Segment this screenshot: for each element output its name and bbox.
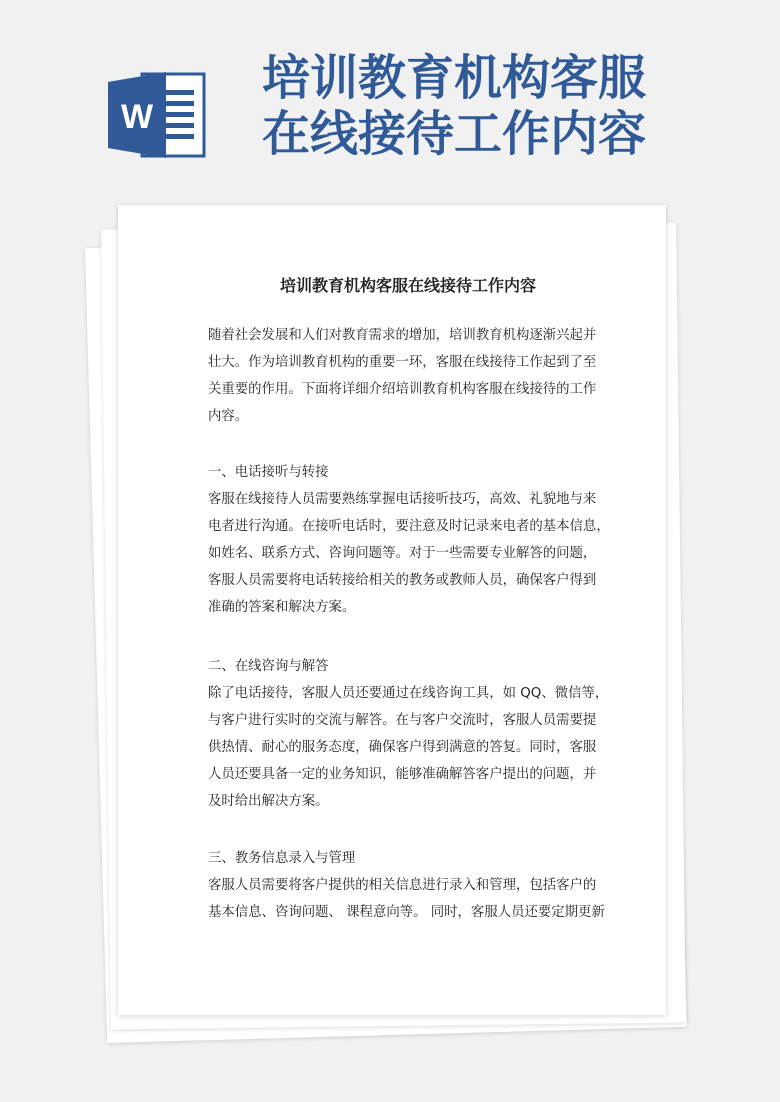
section-paragraph-3: [208, 872, 610, 926]
paragraph-line: 除了电话接待，客服人员还要通过在线咨询工具，如 QQ、微信等，: [208, 686, 609, 701]
hero-title: [262, 50, 762, 162]
word-logo-letter: W: [120, 98, 154, 136]
paragraph-line: 人员还要具备一定的业务知识，能够准确解答客户提出的问题，并: [208, 767, 597, 782]
word-logo-graphic: [108, 68, 208, 162]
document-page: [118, 205, 666, 1015]
document-title: 培训教育机构客服在线接待工作内容: [279, 276, 536, 295]
paragraph-line: 客服人员需要将电话转接给相关的教务或教师人员，确保客户得到: [208, 573, 597, 588]
word-document-icon: [108, 68, 208, 162]
hero-title-line-2: 在线接待工作内容: [262, 106, 647, 162]
section-heading-3: 三、教务信息录入与管理: [208, 851, 356, 866]
intro-line: 关重要的作用。下面将详细介绍培训教育机构客服在线接待的工作: [208, 382, 597, 397]
section-heading-1: 一、电话接听与转接: [208, 465, 329, 480]
section-paragraph-2: [208, 680, 610, 815]
hero-title-line-1: 培训教育机构客服: [262, 50, 647, 106]
intro-line: 壮大。作为培训教育机构的重要一环，客服在线接待工作起到了至: [208, 355, 597, 370]
paragraph-line: 及时给出解决方案。: [208, 794, 329, 809]
paragraph-line: 客服人员需要将客户提供的相关信息进行录入和管理，包括客户的: [208, 878, 597, 893]
paragraph-line: 基本信息、咨询问题、 课程意向等。 同时，客服人员还要定期更新: [208, 905, 605, 920]
paragraph-line: 准确的答案和解决方案。: [208, 600, 356, 615]
paragraph-line: 供热情、耐心的服务态度，确保客户得到满意的答复。同时，客服: [208, 740, 597, 755]
intro-line: 随着社会发展和人们对教育需求的增加，培训教育机构逐渐兴起并: [208, 328, 597, 343]
section-paragraph-1: [208, 486, 610, 621]
paragraph-line: 如姓名、联系方式、咨询问题等。对于一些需要专业解答的问题，: [208, 546, 597, 561]
paragraph-line: 电者进行沟通。在接听电话时，要注意及时记录来电者的基本信息，: [208, 519, 610, 534]
paragraph-line: 客服在线接待人员需要熟练掌握电话接听技巧，高效、礼貌地与来: [208, 492, 597, 507]
intro-line: 内容。: [208, 409, 249, 424]
paragraph-line: 与客户进行实时的交流与解答。在与客户交流时，客服人员需要提: [208, 713, 597, 728]
intro-paragraph: [208, 322, 610, 430]
section-heading-2: 二、在线咨询与解答: [208, 659, 329, 674]
